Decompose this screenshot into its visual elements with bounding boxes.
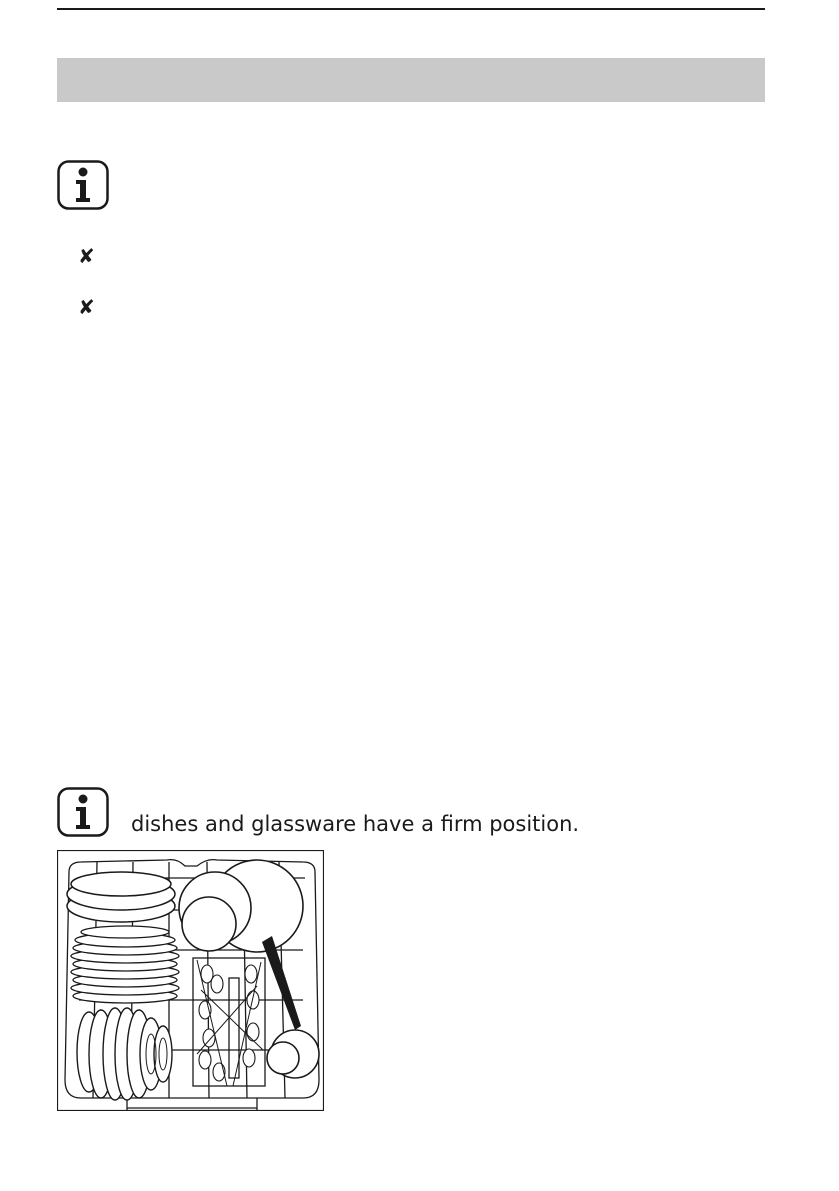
info-icon: [57, 787, 109, 837]
note-text: dishes and glassware have a firm position.: [131, 812, 580, 836]
cross-mark-icon: ✘: [78, 295, 95, 319]
section-header-bar: [57, 58, 765, 102]
dishwasher-basket-illustration: [57, 850, 324, 1111]
cross-mark-icon: ✘: [78, 244, 95, 268]
info-icon: [57, 160, 109, 210]
top-rule: [57, 8, 765, 10]
